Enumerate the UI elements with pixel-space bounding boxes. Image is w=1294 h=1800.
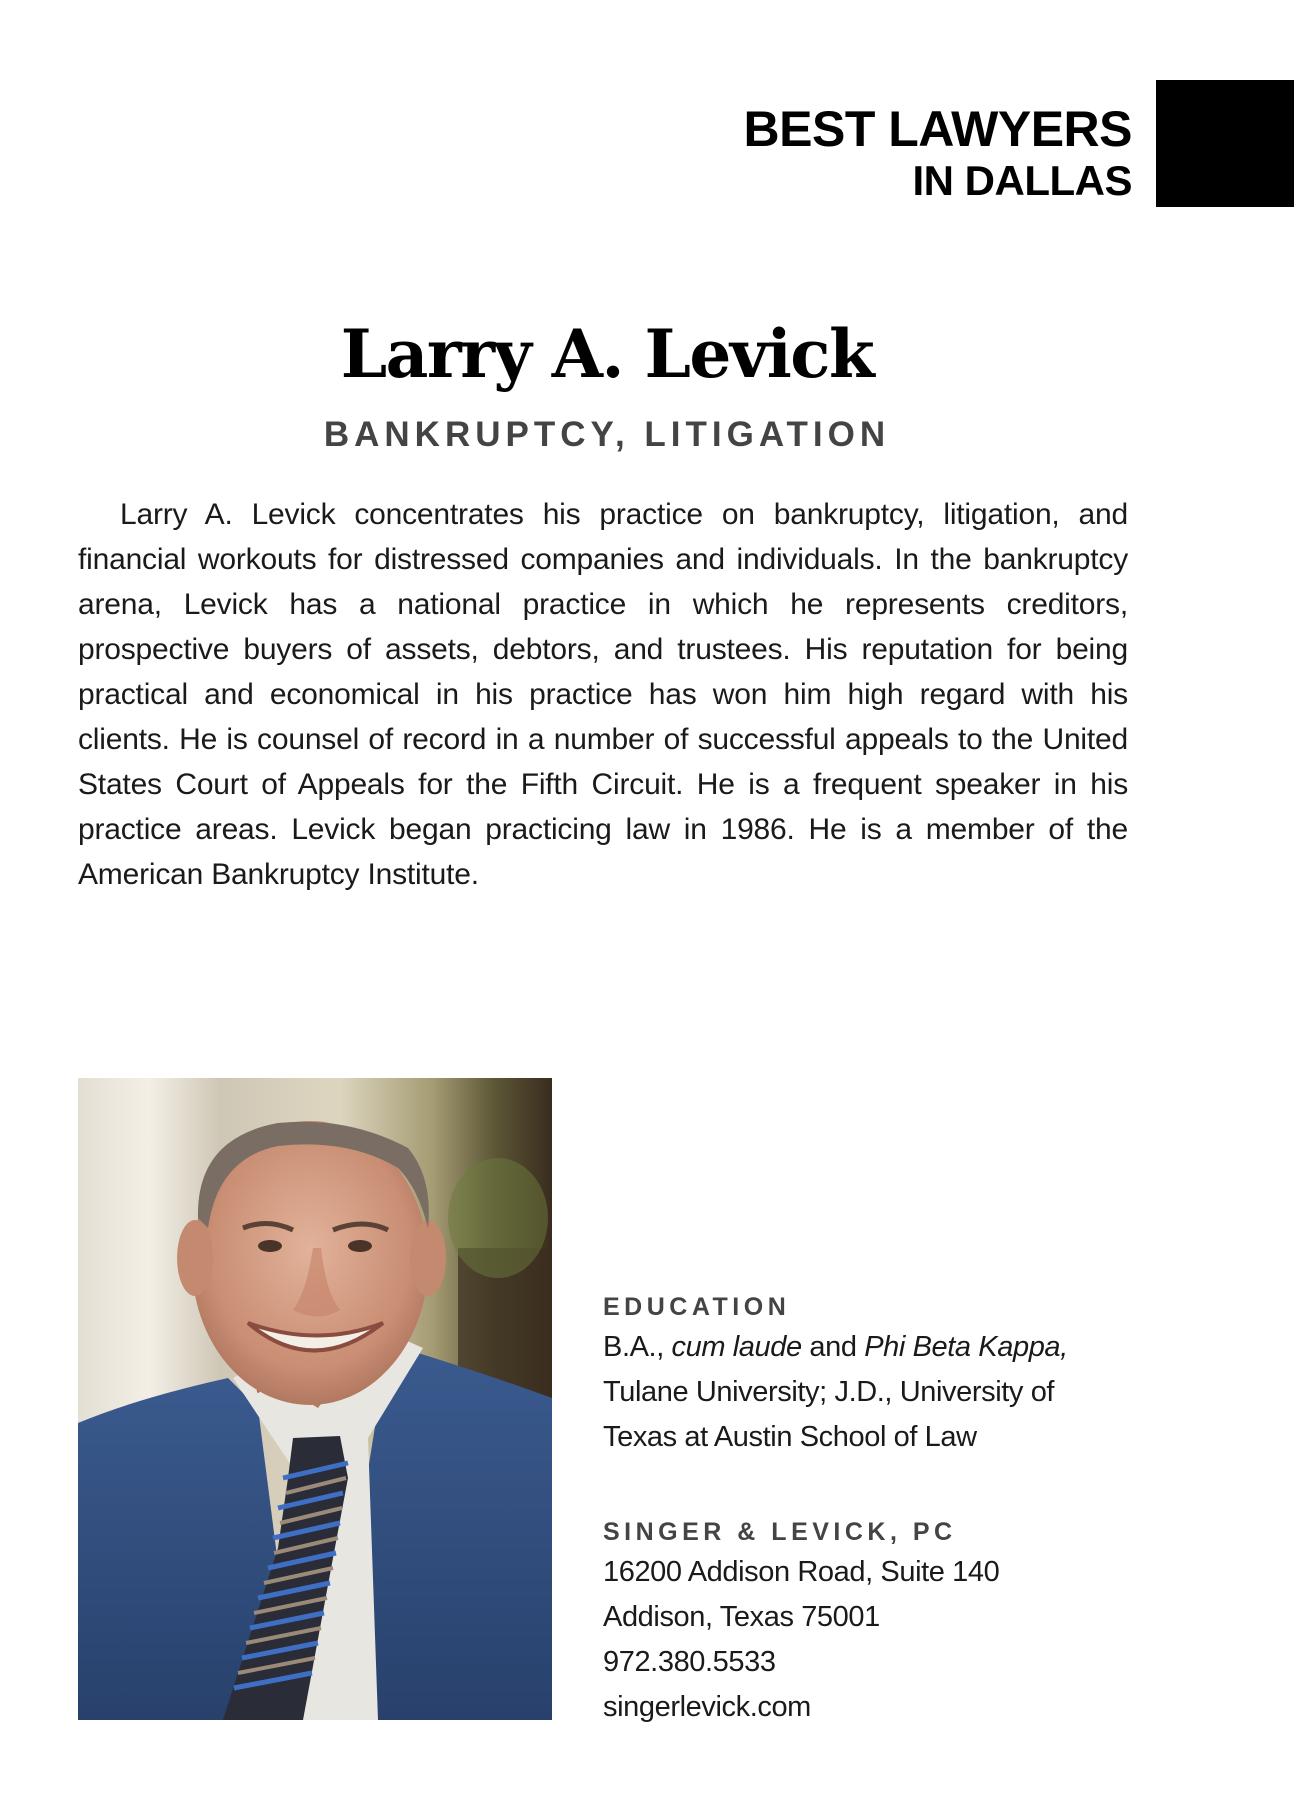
honor-cum-laude: cum laude [671, 1331, 802, 1363]
portrait-illustration [78, 1078, 552, 1720]
firm-section [603, 1514, 1123, 1730]
brand-line-in-dallas: IN DALLAS [912, 157, 1132, 204]
firm-address-1: 16200 Addison Road, Suite 140 [603, 1556, 1000, 1588]
lawyer-portrait-photo [78, 1078, 552, 1720]
lawyer-name: Larry A. Levick [340, 315, 874, 393]
honor-phi-beta-kappa: Phi Beta Kappa, [864, 1331, 1068, 1363]
education-line-3: Texas at Austin School of Law [603, 1421, 977, 1453]
education-label: EDUCATION [603, 1293, 791, 1321]
brand-line-best-lawyers: BEST LAWYERS [743, 101, 1132, 157]
education-line-2: Tulane University; J.D., University of [603, 1376, 1055, 1408]
brand-black-block [1156, 80, 1294, 207]
education-line-1 [603, 1325, 1123, 1370]
bio-paragraph: Larry A. Levick concentrates his practice on bankruptcy, litigation, and financial workouts for distressed companies and individuals. In the bankruptcy arena, Levick has a national practice in which he represents creditors, prospective buyers of assets, debtors, and trustees. His reputation for being practical and economical in his practice has won him high regard with his clients. He is counsel of record in a number of successful appeals to the United States Court of Appeals for the Fifth Circuit. He is a frequent speaker in his practice areas. Levick began practicing law in 1986. He is a member of the American Bankruptcy Institute. [78, 498, 1128, 891]
firm-name: SINGER & LEVICK, PC [603, 1518, 957, 1546]
degree-prefix: B.A., [603, 1331, 672, 1363]
firm-website-link[interactable]: singerlevick.com [603, 1691, 811, 1723]
practice-areas: BANKRUPTCY, LITIGATION [323, 415, 891, 454]
firm-address-2: Addison, Texas 75001 [603, 1601, 880, 1633]
honor-conjunction: and [801, 1331, 865, 1363]
firm-phone[interactable]: 972.380.5533 [603, 1646, 776, 1678]
publication-brand [743, 101, 1132, 204]
education-section [603, 1289, 1123, 1460]
